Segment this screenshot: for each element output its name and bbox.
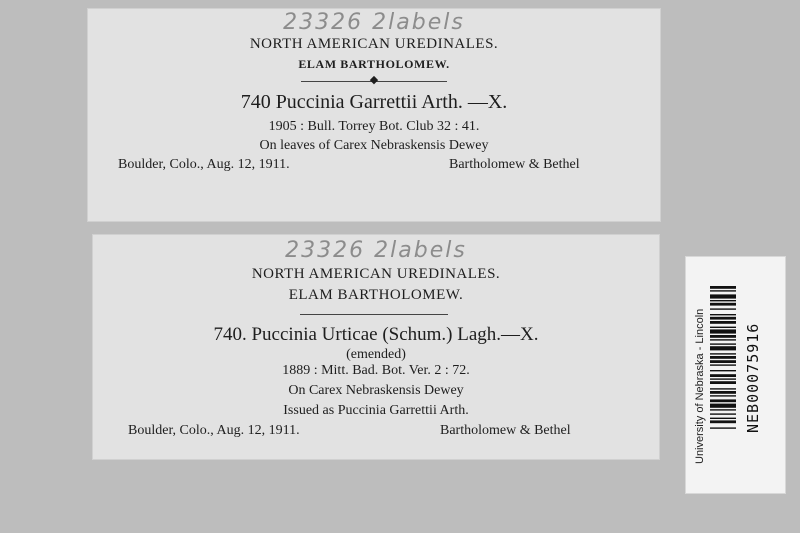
series-title: NORTH AMERICAN UREDINALES. <box>251 266 501 282</box>
specimen-label-2 <box>92 234 660 460</box>
barcode-bar <box>710 378 736 379</box>
collector-name: ELAM BARTHOLOMEW. <box>298 57 450 71</box>
barcode-bar <box>710 418 736 419</box>
citation: 1889 : Mitt. Bad. Bot. Ver. 2 : 72. <box>282 363 470 378</box>
locality-date: Boulder, Colo., Aug. 12, 1911. <box>128 423 300 438</box>
barcode-bar <box>710 327 736 328</box>
barcode-bar <box>710 364 736 365</box>
barcode-bar <box>710 409 736 410</box>
barcode-bar <box>710 343 736 344</box>
barcode-icon <box>710 286 736 486</box>
barcode-bar <box>710 286 736 289</box>
barcode-bar <box>710 395 736 396</box>
emended-note: (emended) <box>346 347 406 362</box>
barcode-bar <box>710 294 736 298</box>
barcode-bar <box>710 360 736 363</box>
specimen-title: 740 Puccinia Garrettii Arth. —X. <box>240 91 508 113</box>
barcode-bar <box>710 420 736 423</box>
barcode-bar <box>710 303 736 306</box>
handwritten-annotation: 23326 2labels <box>285 238 467 263</box>
barcode-bar <box>710 427 736 428</box>
host-info: On Carex Nebraskensis Dewey <box>288 383 464 398</box>
barcode-bar <box>710 314 736 315</box>
barcode-bar <box>710 339 736 340</box>
barcode-bar <box>710 404 736 408</box>
institution-name: University of Nebraska - Lincoln <box>694 308 706 464</box>
barcode-bar <box>710 413 736 414</box>
barcode-bar <box>710 346 736 350</box>
specimen-label-1 <box>87 8 661 222</box>
specimen-title: 740. Puccinia Urticae (Schum.) Lagh.—X. <box>213 324 539 345</box>
issued-as-note: Issued as Puccinia Garrettii Arth. <box>283 403 469 418</box>
locality-date: Boulder, Colo., Aug. 12, 1911. <box>118 157 290 172</box>
citation: 1905 : Bull. Torrey Bot. Club 32 : 41. <box>268 119 480 134</box>
diamond-ornament-icon: ◆ <box>369 74 379 86</box>
host-info: On leaves of Carex Nebraskensis Dewey <box>259 138 489 153</box>
barcode-bar <box>710 335 736 338</box>
barcode-bar <box>710 308 736 309</box>
divider-rule <box>300 314 448 315</box>
barcode-bar <box>710 374 736 377</box>
collectors: Bartholomew & Bethel <box>449 157 580 172</box>
handwritten-annotation: 23326 2labels <box>283 10 465 35</box>
barcode-bar <box>710 317 736 320</box>
barcode-bar <box>710 391 736 394</box>
barcode-bar <box>710 300 736 301</box>
barcode-bar <box>710 399 736 402</box>
barcode-bar <box>710 388 736 389</box>
collector-name: ELAM BARTHOLOMEW. <box>288 287 464 303</box>
barcode-bar <box>710 370 736 371</box>
barcode-bar <box>710 321 736 324</box>
collectors: Bartholomew & Bethel <box>440 423 571 438</box>
barcode-bar <box>710 290 736 291</box>
barcode-bar <box>710 353 736 354</box>
barcode-bar <box>710 381 736 384</box>
barcode-bar <box>710 356 736 359</box>
barcode-label <box>685 256 786 494</box>
catalog-number: NEB00075916 <box>744 322 762 433</box>
barcode-bar <box>710 329 736 333</box>
series-title: NORTH AMERICAN UREDINALES. <box>249 36 499 52</box>
